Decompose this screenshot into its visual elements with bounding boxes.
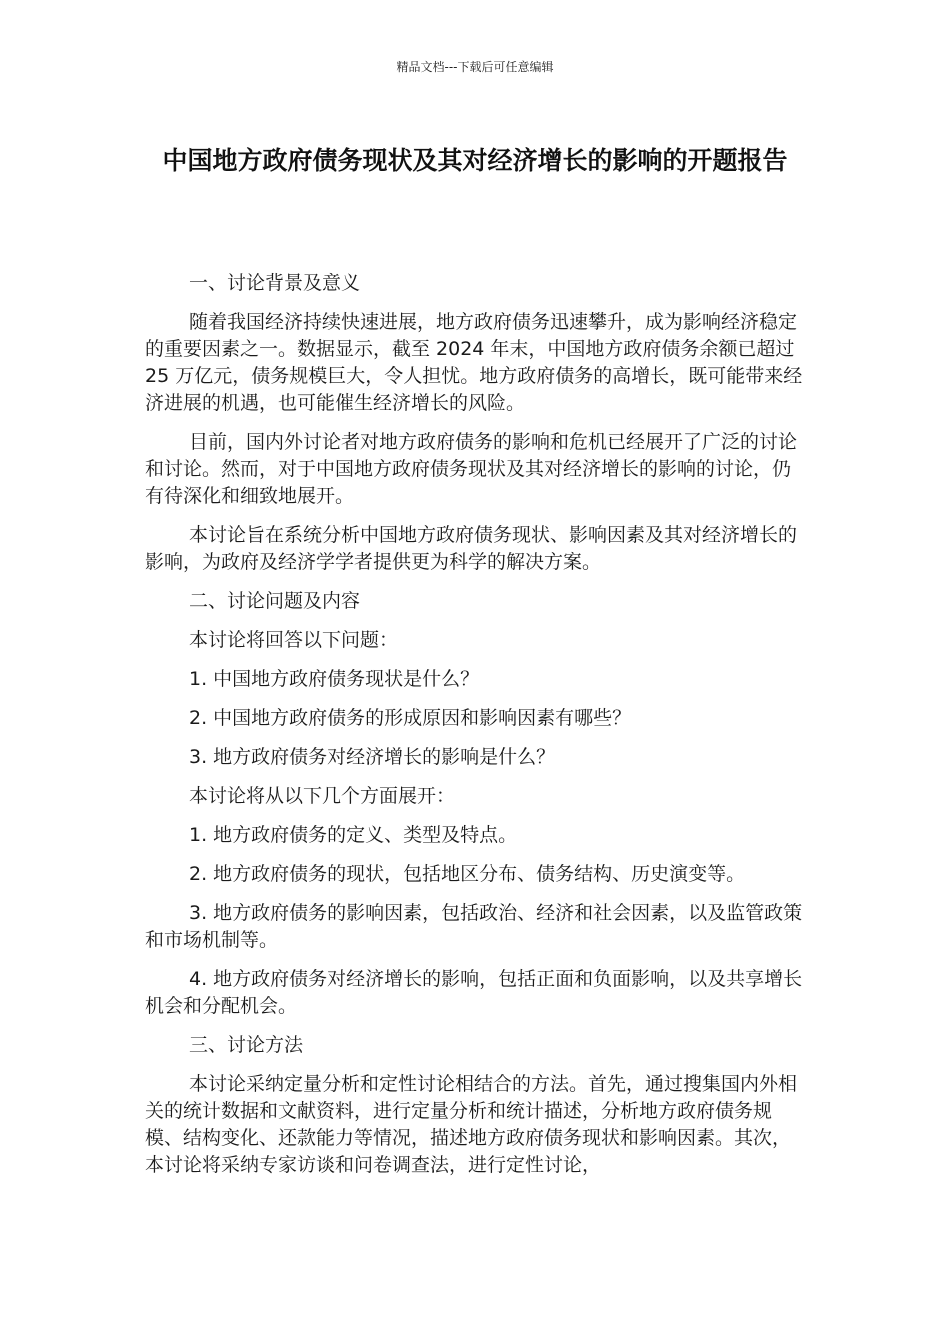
list-item: 1. 中国地方政府债务现状是什么？ xyxy=(189,668,480,690)
list-item: 1. 地方政府债务的定义、类型及特点。 xyxy=(189,824,518,846)
document-title: 中国地方政府债务现状及其对经济增长的影响的开题报告 xyxy=(162,146,788,175)
paragraph: 本讨论采纳定量分析和定性讨论相结合的方法。首先，通过搜集国内外相关的统计数据和文献资料，进行定量分析和统计描述，分析地方政府债务规模、结构变化、还款能力等情况，描述地方政府债务现状和影响因素。其次，本讨论将采纳专家访谈和问卷调查法，进行定性讨论， xyxy=(145,1073,798,1176)
paragraph: 目前，国内外讨论者对地方政府债务的影响和危机已经展开了广泛的讨论和讨论。然而，对于中国地方政府债务现状及其对经济增长的影响的讨论，仍有待深化和细致地展开。 xyxy=(145,431,798,507)
paragraph: 本讨论将从以下几个方面展开： xyxy=(189,785,456,807)
paragraph: 本讨论将回答以下问题： xyxy=(189,629,399,651)
list-item: 3. 地方政府债务对经济增长的影响是什么？ xyxy=(189,746,556,768)
page-header: 精品文档---下载后可任意编辑 xyxy=(396,60,554,74)
paragraph: 随着我国经济持续快速进展，地方政府债务迅速攀升，成为影响经济稳定的重要因素之一。数据显示，截至 2024 年末，中国地方政府债务余额已超过 25 万亿元，债务规模巨大，令人担忧。地方政府债务的高增长，既可能带来经济进展的机遇，也可能催生经济增长的风险。 xyxy=(145,311,803,414)
list-item: 3. 地方政府债务的影响因素，包括政治、经济和社会因素，以及监管政策和市场机制等。 xyxy=(145,902,803,951)
list-item: 2. 中国地方政府债务的形成原因和影响因素有哪些？ xyxy=(189,707,632,729)
section-heading: 二、讨论问题及内容 xyxy=(189,590,361,612)
section-heading: 三、讨论方法 xyxy=(189,1034,304,1056)
list-item: 4. 地方政府债务对经济增长的影响，包括正面和负面影响，以及共享增长机会和分配机会。 xyxy=(145,968,803,1017)
section-heading: 一、讨论背景及意义 xyxy=(189,272,361,294)
document-body xyxy=(145,270,807,1191)
list-item: 2. 地方政府债务的现状，包括地区分布、债务结构、历史演变等。 xyxy=(189,863,746,885)
paragraph: 本讨论旨在系统分析中国地方政府债务现状、影响因素及其对经济增长的影响，为政府及经济学学者提供更为科学的解决方案。 xyxy=(145,524,798,573)
